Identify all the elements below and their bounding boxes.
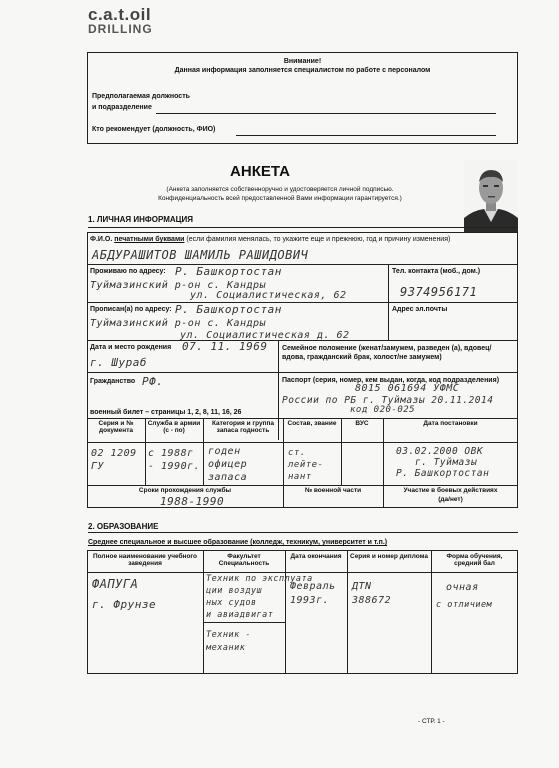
mil-header-series: Серия и № документа xyxy=(98,420,134,434)
service-terms-label: Сроки прохождения службы xyxy=(138,487,232,494)
dob-value: 07. 11. 1969 xyxy=(182,340,268,353)
mil-category-value: годен офицер запаса xyxy=(208,446,248,483)
mil-col-5 xyxy=(383,418,384,508)
phone-label: Тел. контакта (моб., дом.) xyxy=(392,268,481,275)
edu-specialty-line-5: Техник - xyxy=(206,630,251,640)
dob-row-border xyxy=(87,372,518,373)
section2-rule xyxy=(88,532,518,533)
edu-specialty-line-3: ных судов xyxy=(206,598,257,608)
page-number: - СТР. 1 - xyxy=(418,718,445,725)
mil-header-vus: ВУС xyxy=(355,420,369,427)
edu-col-4 xyxy=(431,550,432,674)
hr-notice-box xyxy=(87,52,518,144)
military-label: военный билет – страницы 1, 2, 8, 11, 16, 26 xyxy=(90,409,242,416)
mil-series-value: 02 1209 ГУ xyxy=(91,448,137,472)
edu-specialty-line-2: ции воздуш xyxy=(206,586,263,596)
logo-sub: DRILLING xyxy=(88,22,153,36)
recommender-label: Кто рекомендует (должность, ФИО) xyxy=(92,126,216,133)
mil-date-line-3: Р. Башкортостан xyxy=(396,468,490,479)
form-note-2: Конфиденциальность всей предоставленной Вами информации гарантируется.) xyxy=(158,195,402,202)
military-header-top xyxy=(87,418,518,419)
passport-line-3: код 020-025 xyxy=(350,405,416,415)
military-values-bottom xyxy=(87,485,518,486)
education-table xyxy=(87,550,518,674)
mil-header-rank: Состав, звание xyxy=(287,420,337,427)
edu-header-specialty: Факультет Специальность xyxy=(218,553,270,567)
section2-title: 2. ОБРАЗОВАНИЕ xyxy=(88,522,159,531)
edu-graduation-date: Февраль 1993г. xyxy=(290,581,336,606)
mil-col-4 xyxy=(341,418,342,485)
section1-rule xyxy=(88,227,518,228)
mil-header-service: Служба в армии (с - по) xyxy=(147,420,201,434)
citizenship-label: Гражданство xyxy=(90,378,136,385)
service-terms-value: 1988-1990 xyxy=(160,495,225,508)
edu-form-line-1: очная xyxy=(446,582,479,593)
fio-row-border xyxy=(87,264,518,265)
passport-line-1: 8015 061694 УФМС xyxy=(355,383,460,394)
edu-specialty-divider xyxy=(203,622,285,623)
passport-line-2: России по РБ г. Туймазы 20.11.2014 xyxy=(282,395,494,406)
mil-period-value: с 1988г - 1990г. xyxy=(148,448,201,472)
edu-header-bottom xyxy=(87,572,518,573)
military-header-bottom xyxy=(87,442,518,443)
address-line-3: ул. Социалистическая, 62 xyxy=(190,290,347,301)
combat-options: (да/нет) xyxy=(438,496,463,503)
edu-institution-line-1: ФАПУГА xyxy=(92,577,139,591)
edu-header-date: Дата окончания xyxy=(290,553,342,560)
mil-date-line-1: 03.02.2000 ОВК xyxy=(396,446,484,457)
registration-line-3: ул. Социалистическая д. 62 xyxy=(180,330,350,341)
mil-date-line-2: г. Туймазы xyxy=(415,457,478,468)
section1-title: 1. ЛИЧНАЯ ИНФОРМАЦИЯ xyxy=(88,215,193,224)
edu-form-line-2: с отличием xyxy=(436,600,493,610)
mil-col-3 xyxy=(283,418,284,508)
fio-value: АБДУРАШИТОВ ШАМИЛЬ РАШИДОВИЧ xyxy=(92,248,309,262)
registration-line-2: Туймазинский р-он с. Кандры xyxy=(90,318,267,329)
notice-text: Данная информация заполняется специалистом по работе с персоналом xyxy=(174,67,431,74)
unit-label: № военной части xyxy=(304,487,362,494)
fio-label: Ф.И.О. печатными буквами (если фамилия менялась, то укажите еще и прежнюю, год и причину изменения) xyxy=(90,236,451,243)
form-title: АНКЕТА xyxy=(230,163,290,180)
division-label: и подразделение xyxy=(92,104,152,111)
applicant-photo xyxy=(464,160,518,232)
edu-specialty-line-1: Техник по эксплуата xyxy=(206,574,313,584)
address-line-2: Туймазинский р-он с. Кандры xyxy=(90,280,267,291)
edu-col-1 xyxy=(203,550,204,674)
notice-title: Внимание! xyxy=(283,58,322,65)
address-row-border xyxy=(87,302,518,303)
edu-col-2 xyxy=(285,550,286,674)
edu-specialty-line-4: и авиадвигат xyxy=(206,610,274,620)
registration-row-border xyxy=(87,340,518,341)
combat-label: Участие в боевых действиях xyxy=(403,487,498,494)
passport-label: Паспорт (серия, номер, кем выдан, когда, код подразделения) xyxy=(282,377,500,384)
mil-rank-value: ст. лейте-нант xyxy=(288,448,324,482)
edu-institution-line-2: г. Фрунзе xyxy=(92,598,157,611)
email-label: Адрес эл.почты xyxy=(392,306,448,313)
logo-brand: c.a.t.oil xyxy=(88,5,152,24)
dob-label: Дата и место рождения xyxy=(90,344,172,351)
col-split-2 xyxy=(388,302,389,340)
phone-value: 9374956171 xyxy=(400,285,478,299)
address-label: Проживаю по адресу: xyxy=(90,268,166,275)
mil-header-date: Дата постановки xyxy=(423,420,478,427)
registration-label: Прописан(а) по адресу: xyxy=(90,306,172,313)
edu-header-institution: Полное наименование учебного заведения xyxy=(92,553,198,567)
pob-value: г. Шураб xyxy=(90,356,147,369)
edu-specialty-line-6: механик xyxy=(206,643,246,653)
company-logo xyxy=(88,5,153,36)
registration-line-1: Р. Башкортостан xyxy=(175,303,282,316)
address-line-1: Р. Башкортостан xyxy=(175,265,282,278)
edu-col-3 xyxy=(347,550,348,674)
citizenship-value: РФ. xyxy=(142,375,164,388)
edu-header-form: Форма обучения, средний бал xyxy=(446,553,503,567)
form-note-1: (Анкета заполняется собственноручно и удостоверяется личной подписью. xyxy=(166,186,394,193)
position-label: Предполагаемая должность xyxy=(92,93,190,100)
marital-label: Семейное положение (женат/замужем, разведен (а), вдовец/вдова, гражданский брак, холост/не замужем) xyxy=(282,345,492,361)
mil-header-category: Категория и группа запаса годность xyxy=(211,420,275,434)
section2-subtitle: Среднее специальное и высшее образование (колледж, техникум, университет и т.п.) xyxy=(88,539,388,546)
edu-header-diploma: Серия и номер диплома xyxy=(350,553,428,560)
edu-diploma-number: ДТN 388672 xyxy=(352,581,392,606)
recommender-line xyxy=(236,135,496,136)
division-line xyxy=(156,113,496,114)
